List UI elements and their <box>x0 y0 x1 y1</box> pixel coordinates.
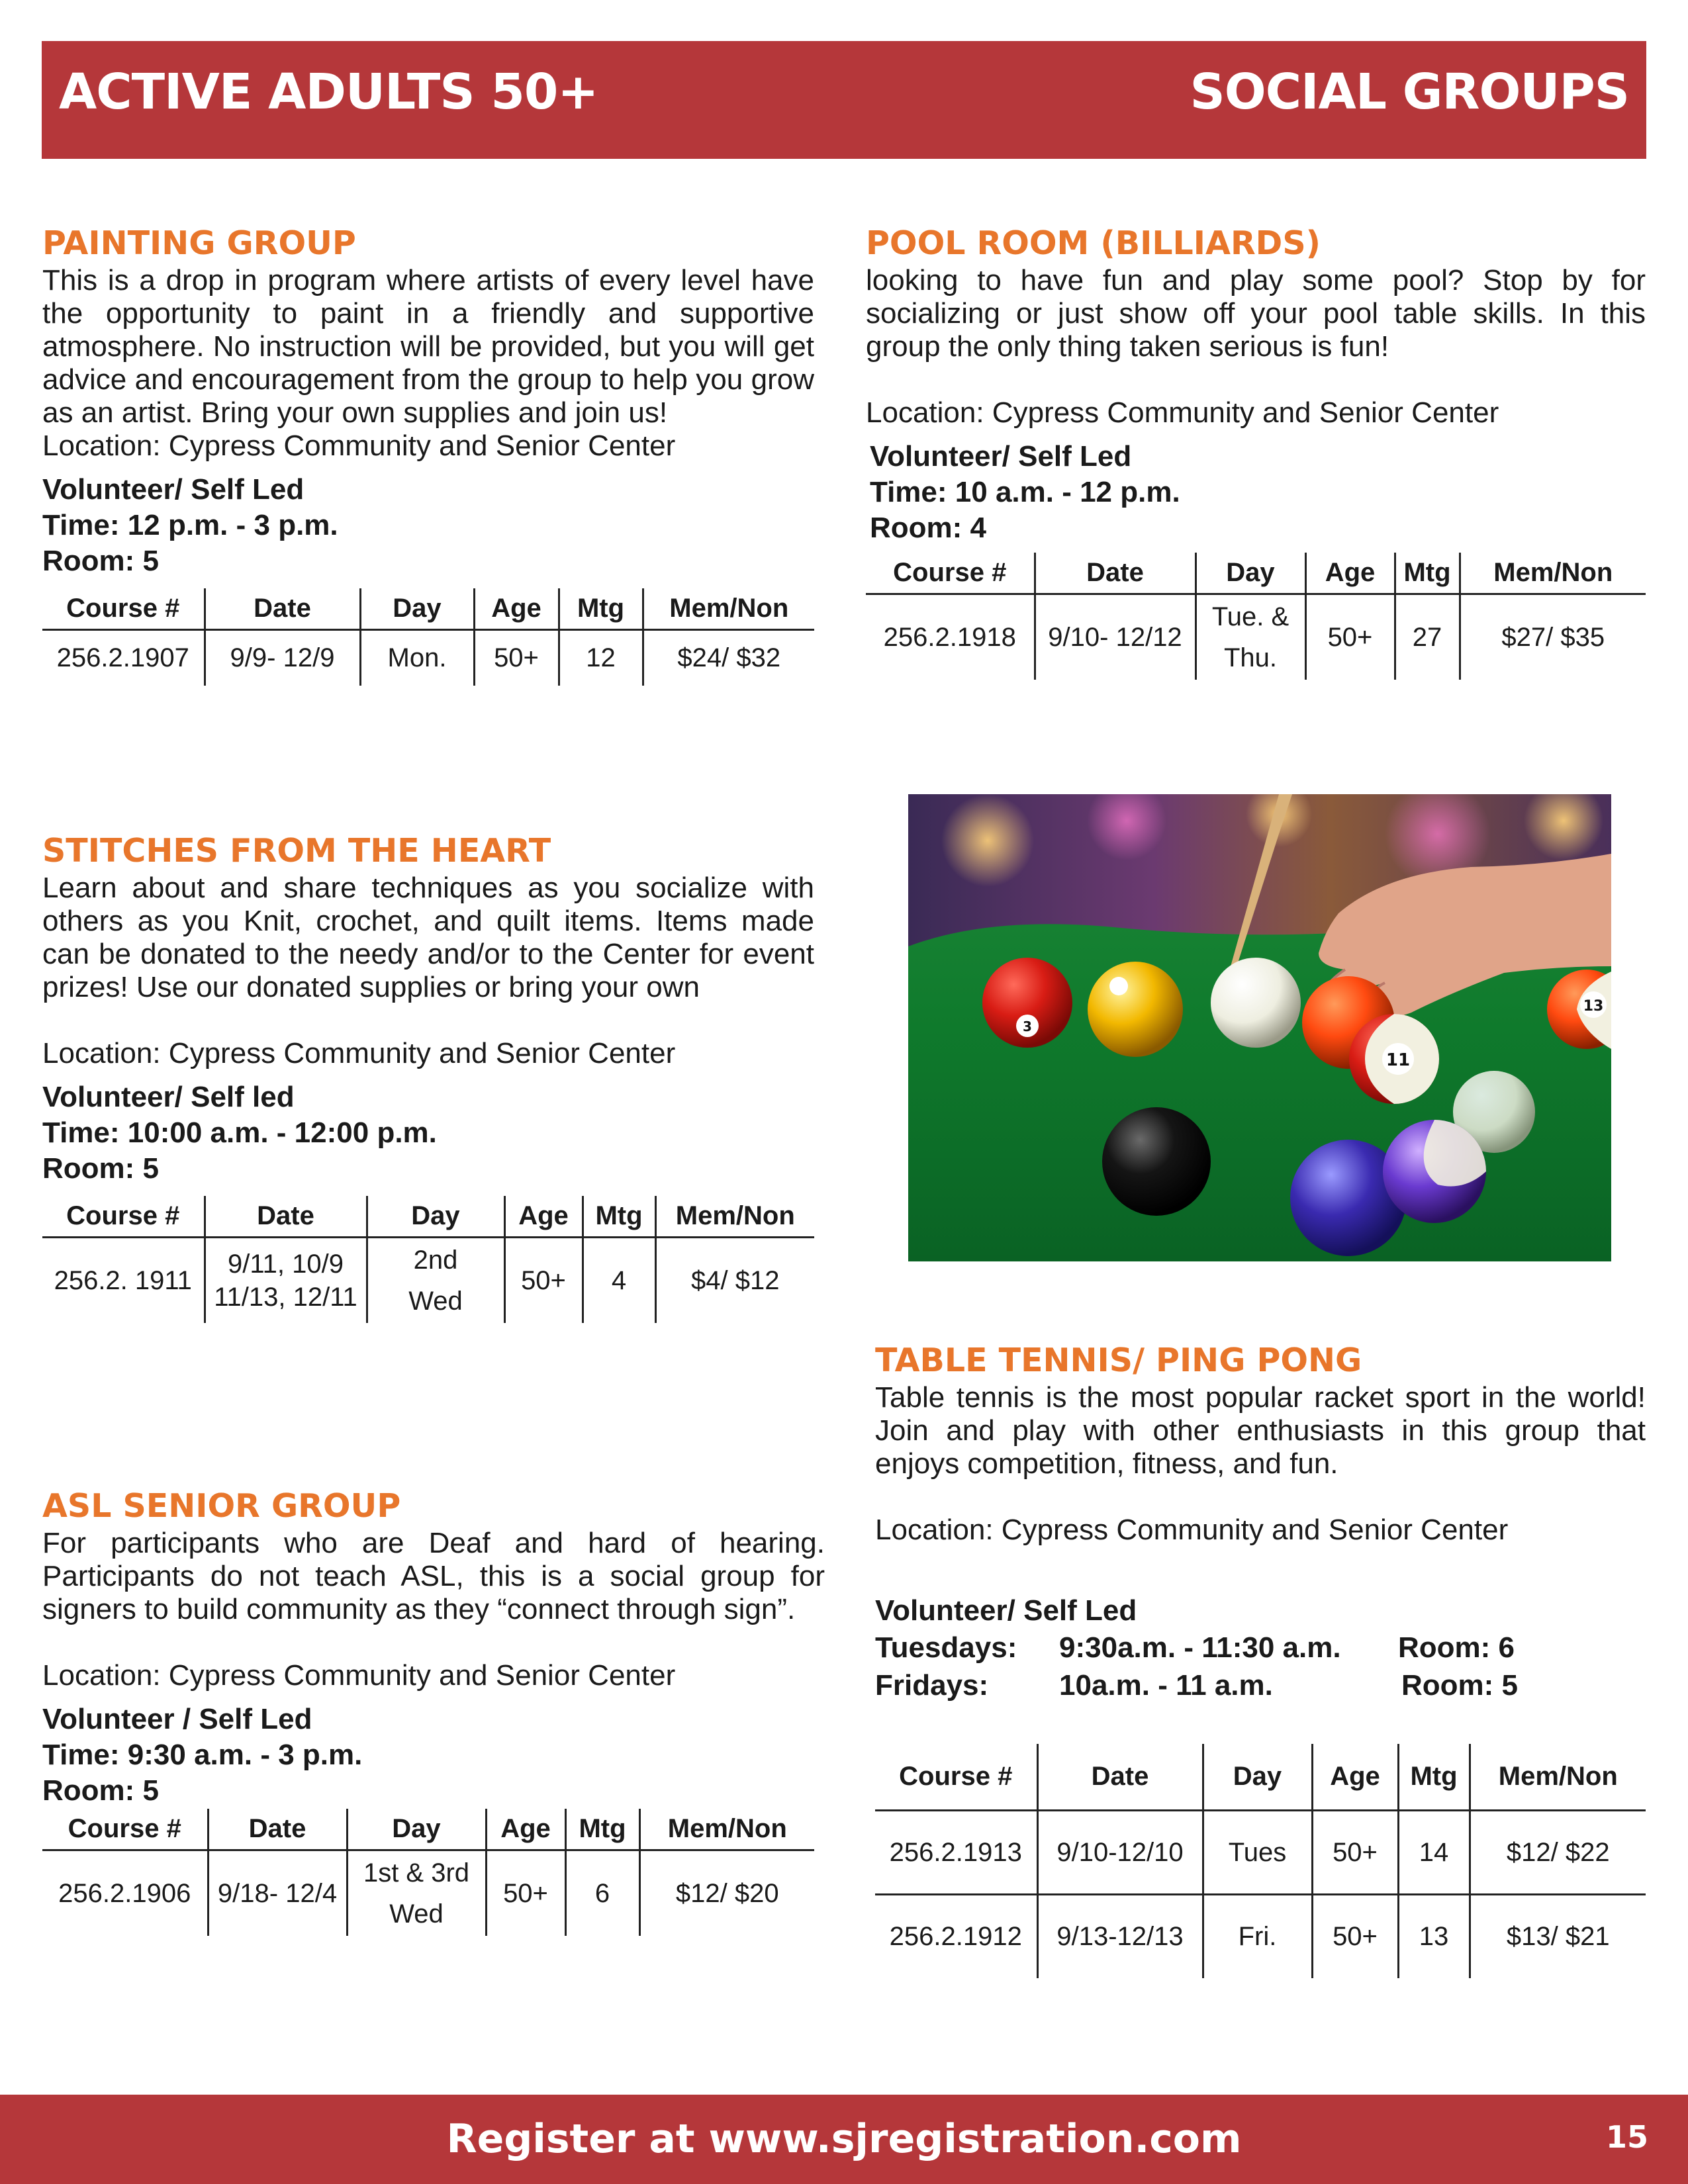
course-table <box>42 588 814 686</box>
cell-age: 50+ <box>1312 1894 1398 1978</box>
col-day: Day <box>1196 553 1305 594</box>
cell-fee: $12/ $20 <box>639 1850 814 1936</box>
table-row <box>875 1894 1646 1978</box>
cell-course: 256.2.1913 <box>875 1810 1037 1894</box>
cell-mtg: 27 <box>1395 594 1460 680</box>
table-row <box>866 594 1646 680</box>
page-header-bar <box>42 41 1646 159</box>
cell-course: 256.2.1918 <box>883 622 1016 652</box>
col-mtg: Mtg <box>1398 1744 1470 1810</box>
cell-day-line2: Thu. <box>1223 643 1278 672</box>
col-age: Age <box>486 1809 565 1850</box>
section-location: Location: Cypress Community and Senior Center <box>875 1514 1509 1546</box>
header-right-title: SOCIAL GROUPS <box>1190 64 1629 120</box>
section-location: Location: Cypress Community and Senior Center <box>42 1037 676 1069</box>
course-table <box>875 1744 1646 1978</box>
section-asl-senior-group <box>42 1486 825 1936</box>
cell-age: 50+ <box>1312 1810 1398 1894</box>
cell-course: 256.2. 1911 <box>54 1265 192 1295</box>
cell-date: 9/9- 12/9 <box>205 629 360 686</box>
cell-fee: $13/ $21 <box>1470 1894 1646 1978</box>
col-date: Date <box>1035 553 1196 594</box>
cell-day-line1: 2nd <box>413 1245 458 1275</box>
page-footer-bar <box>0 2095 1688 2184</box>
cell-day-line1: 1st & 3rd <box>363 1858 470 1888</box>
course-table <box>42 1196 814 1323</box>
header-left-title: ACTIVE ADULTS 50+ <box>59 64 598 120</box>
section-time: Time: 10 a.m. - 12 p.m. <box>870 476 1180 508</box>
col-fee: Mem/Non <box>1470 1744 1646 1810</box>
cell-day: Fri. <box>1203 1894 1312 1978</box>
section-description: looking to have fun and play some pool? Stop by for socializing or just show off your pool table skills. In this group the only thing taken serious is fun! <box>866 264 1646 363</box>
col-course: Course # <box>875 1744 1037 1810</box>
section-time: Time: 9:30 a.m. - 3 p.m. <box>42 1739 363 1771</box>
cell-day: Mon. <box>360 629 474 686</box>
schedule-time: 10a.m. - 11 a.m. <box>1059 1669 1273 1702</box>
section-stitches-from-the-heart <box>42 831 814 1323</box>
col-date: Date <box>205 1196 367 1237</box>
col-date: Date <box>1037 1744 1203 1810</box>
cell-fee: $12/ $22 <box>1470 1810 1646 1894</box>
section-leader: Volunteer/ Self Led <box>870 440 1132 473</box>
cell-age: 50+ <box>486 1850 565 1936</box>
cell-day-line2: Wed <box>408 1286 463 1316</box>
section-pool-room <box>866 223 1646 680</box>
cell-date-line2: 11/13, 12/11 <box>214 1282 357 1312</box>
section-time: Time: 12 p.m. - 3 p.m. <box>42 509 338 541</box>
table-row <box>42 1850 814 1936</box>
schedule-row-fridays <box>875 1666 1646 1704</box>
col-age: Age <box>1312 1744 1398 1810</box>
section-leader: Volunteer / Self Led <box>42 1703 312 1735</box>
col-date: Date <box>208 1809 347 1850</box>
table-row <box>42 1237 814 1323</box>
cell-age: 50+ <box>1305 594 1395 680</box>
cell-day <box>1196 594 1305 680</box>
billiards-photo-illustration <box>908 794 1611 1261</box>
section-location: Location: Cypress Community and Senior Center <box>866 396 1499 429</box>
col-age: Age <box>504 1196 583 1237</box>
cell-day <box>347 1850 486 1936</box>
schedule-time: 9:30a.m. - 11:30 a.m. <box>1059 1631 1341 1664</box>
cell-date: 9/13-12/13 <box>1037 1894 1203 1978</box>
cell-course: 256.2.1907 <box>56 643 189 673</box>
cell-day: Tues <box>1203 1810 1312 1894</box>
cell-age: 50+ <box>504 1237 583 1323</box>
cell-day-line1: Tue. & <box>1211 602 1289 631</box>
section-title: POOL ROOM (BILLIARDS) <box>866 224 1321 262</box>
cell-date: 9/10- 12/12 <box>1035 594 1196 680</box>
table-row <box>875 1810 1646 1894</box>
cell-mtg: 14 <box>1398 1810 1470 1894</box>
col-course: Course # <box>42 588 205 629</box>
section-title: TABLE TENNIS/ PING PONG <box>875 1342 1362 1379</box>
cell-day <box>367 1237 504 1323</box>
course-table <box>42 1809 814 1936</box>
col-fee: Mem/Non <box>639 1809 814 1850</box>
col-mtg: Mtg <box>565 1809 639 1850</box>
section-time: Time: 10:00 a.m. - 12:00 p.m. <box>42 1116 437 1149</box>
col-day: Day <box>360 588 474 629</box>
cell-fee: $27/ $35 <box>1460 594 1646 680</box>
section-description: This is a drop in program where artists of every level have the opportunity to paint in a friendly and supportive atmosphere. No instruction will be provided, but you will get advice and encouragement from the group to help you grow as an artist. Bring your own supplies and join us! <box>42 264 814 429</box>
section-title: PAINTING GROUP <box>42 224 356 262</box>
section-location: Location: Cypress Community and Senior Center <box>42 430 676 462</box>
section-table-tennis <box>875 1340 1646 1978</box>
cell-date: 9/18- 12/4 <box>208 1850 347 1936</box>
section-leader: Volunteer/ Self led <box>42 1081 295 1113</box>
cell-age: 50+ <box>474 629 559 686</box>
section-title: STITCHES FROM THE HEART <box>42 832 551 870</box>
col-fee: Mem/Non <box>655 1196 814 1237</box>
cell-date: 9/10-12/10 <box>1037 1810 1203 1894</box>
col-mtg: Mtg <box>559 588 643 629</box>
col-course: Course # <box>42 1809 208 1850</box>
ball-number: 3 <box>1023 1019 1032 1034</box>
ball-number: 13 <box>1583 998 1604 1015</box>
register-link[interactable]: Register at www.sjregistration.com <box>446 2116 1242 2162</box>
schedule-day: Tuesdays: <box>875 1631 1017 1664</box>
cell-fee: $4/ $12 <box>655 1237 814 1323</box>
cell-course: 256.2.1906 <box>58 1878 191 1908</box>
cell-mtg: 12 <box>559 629 643 686</box>
col-day: Day <box>1203 1744 1312 1810</box>
schedule-row-tuesdays <box>875 1629 1646 1666</box>
section-description: Table tennis is the most popular racket sport in the world! Join and play with other enthusiasts in this group that enjoys competition, fitness, and fun. <box>875 1381 1646 1480</box>
course-table <box>866 553 1646 680</box>
section-location: Location: Cypress Community and Senior Center <box>42 1659 676 1692</box>
section-painting-group <box>42 223 814 686</box>
col-mtg: Mtg <box>1395 553 1460 594</box>
section-room: Room: 5 <box>42 1152 159 1185</box>
col-course: Course # <box>866 553 1035 594</box>
col-day: Day <box>367 1196 504 1237</box>
col-date: Date <box>205 588 360 629</box>
section-room: Room: 5 <box>42 545 159 577</box>
schedule-day: Fridays: <box>875 1669 989 1702</box>
col-day: Day <box>347 1809 486 1850</box>
col-mtg: Mtg <box>583 1196 655 1237</box>
schedule-room: Room: 5 <box>1401 1669 1518 1702</box>
section-leader: Volunteer/ Self Led <box>42 473 305 506</box>
page-number: 15 <box>1605 2119 1648 2155</box>
section-description: Learn about and share techniques as you socialize with others as you Knit, crochet, and quilt items. Items made can be donated to the needy and/or to the Center for event prizes! Use our donated supplies or bring your own <box>42 872 814 1003</box>
col-fee: Mem/Non <box>643 588 814 629</box>
billiards-photo <box>908 794 1611 1261</box>
section-room: Room: 5 <box>42 1774 159 1807</box>
section-title: ASL SENIOR GROUP <box>42 1487 401 1525</box>
col-age: Age <box>474 588 559 629</box>
schedule-room: Room: 6 <box>1398 1631 1515 1664</box>
section-leader: Volunteer/ Self Led <box>875 1594 1137 1627</box>
cell-mtg: 4 <box>583 1237 655 1323</box>
table-row <box>42 629 814 686</box>
cell-mtg: 13 <box>1398 1894 1470 1978</box>
cell-fee: $24/ $32 <box>643 629 814 686</box>
section-room: Room: 4 <box>870 512 986 544</box>
col-fee: Mem/Non <box>1460 553 1646 594</box>
col-course: Course # <box>42 1196 205 1237</box>
ball-number: 11 <box>1385 1050 1411 1070</box>
section-description: For participants who are Deaf and hard of hearing. Participants do not teach ASL, this is a social group for signers to build community as they “connect through sign”. <box>42 1527 825 1625</box>
cell-course: 256.2.1912 <box>889 1922 1022 1952</box>
cell-date-line1: 9/11, 10/9 <box>228 1249 344 1279</box>
cell-mtg: 6 <box>565 1850 639 1936</box>
col-age: Age <box>1305 553 1395 594</box>
cell-day-line2: Wed <box>389 1899 444 1929</box>
cell-date <box>205 1237 367 1323</box>
